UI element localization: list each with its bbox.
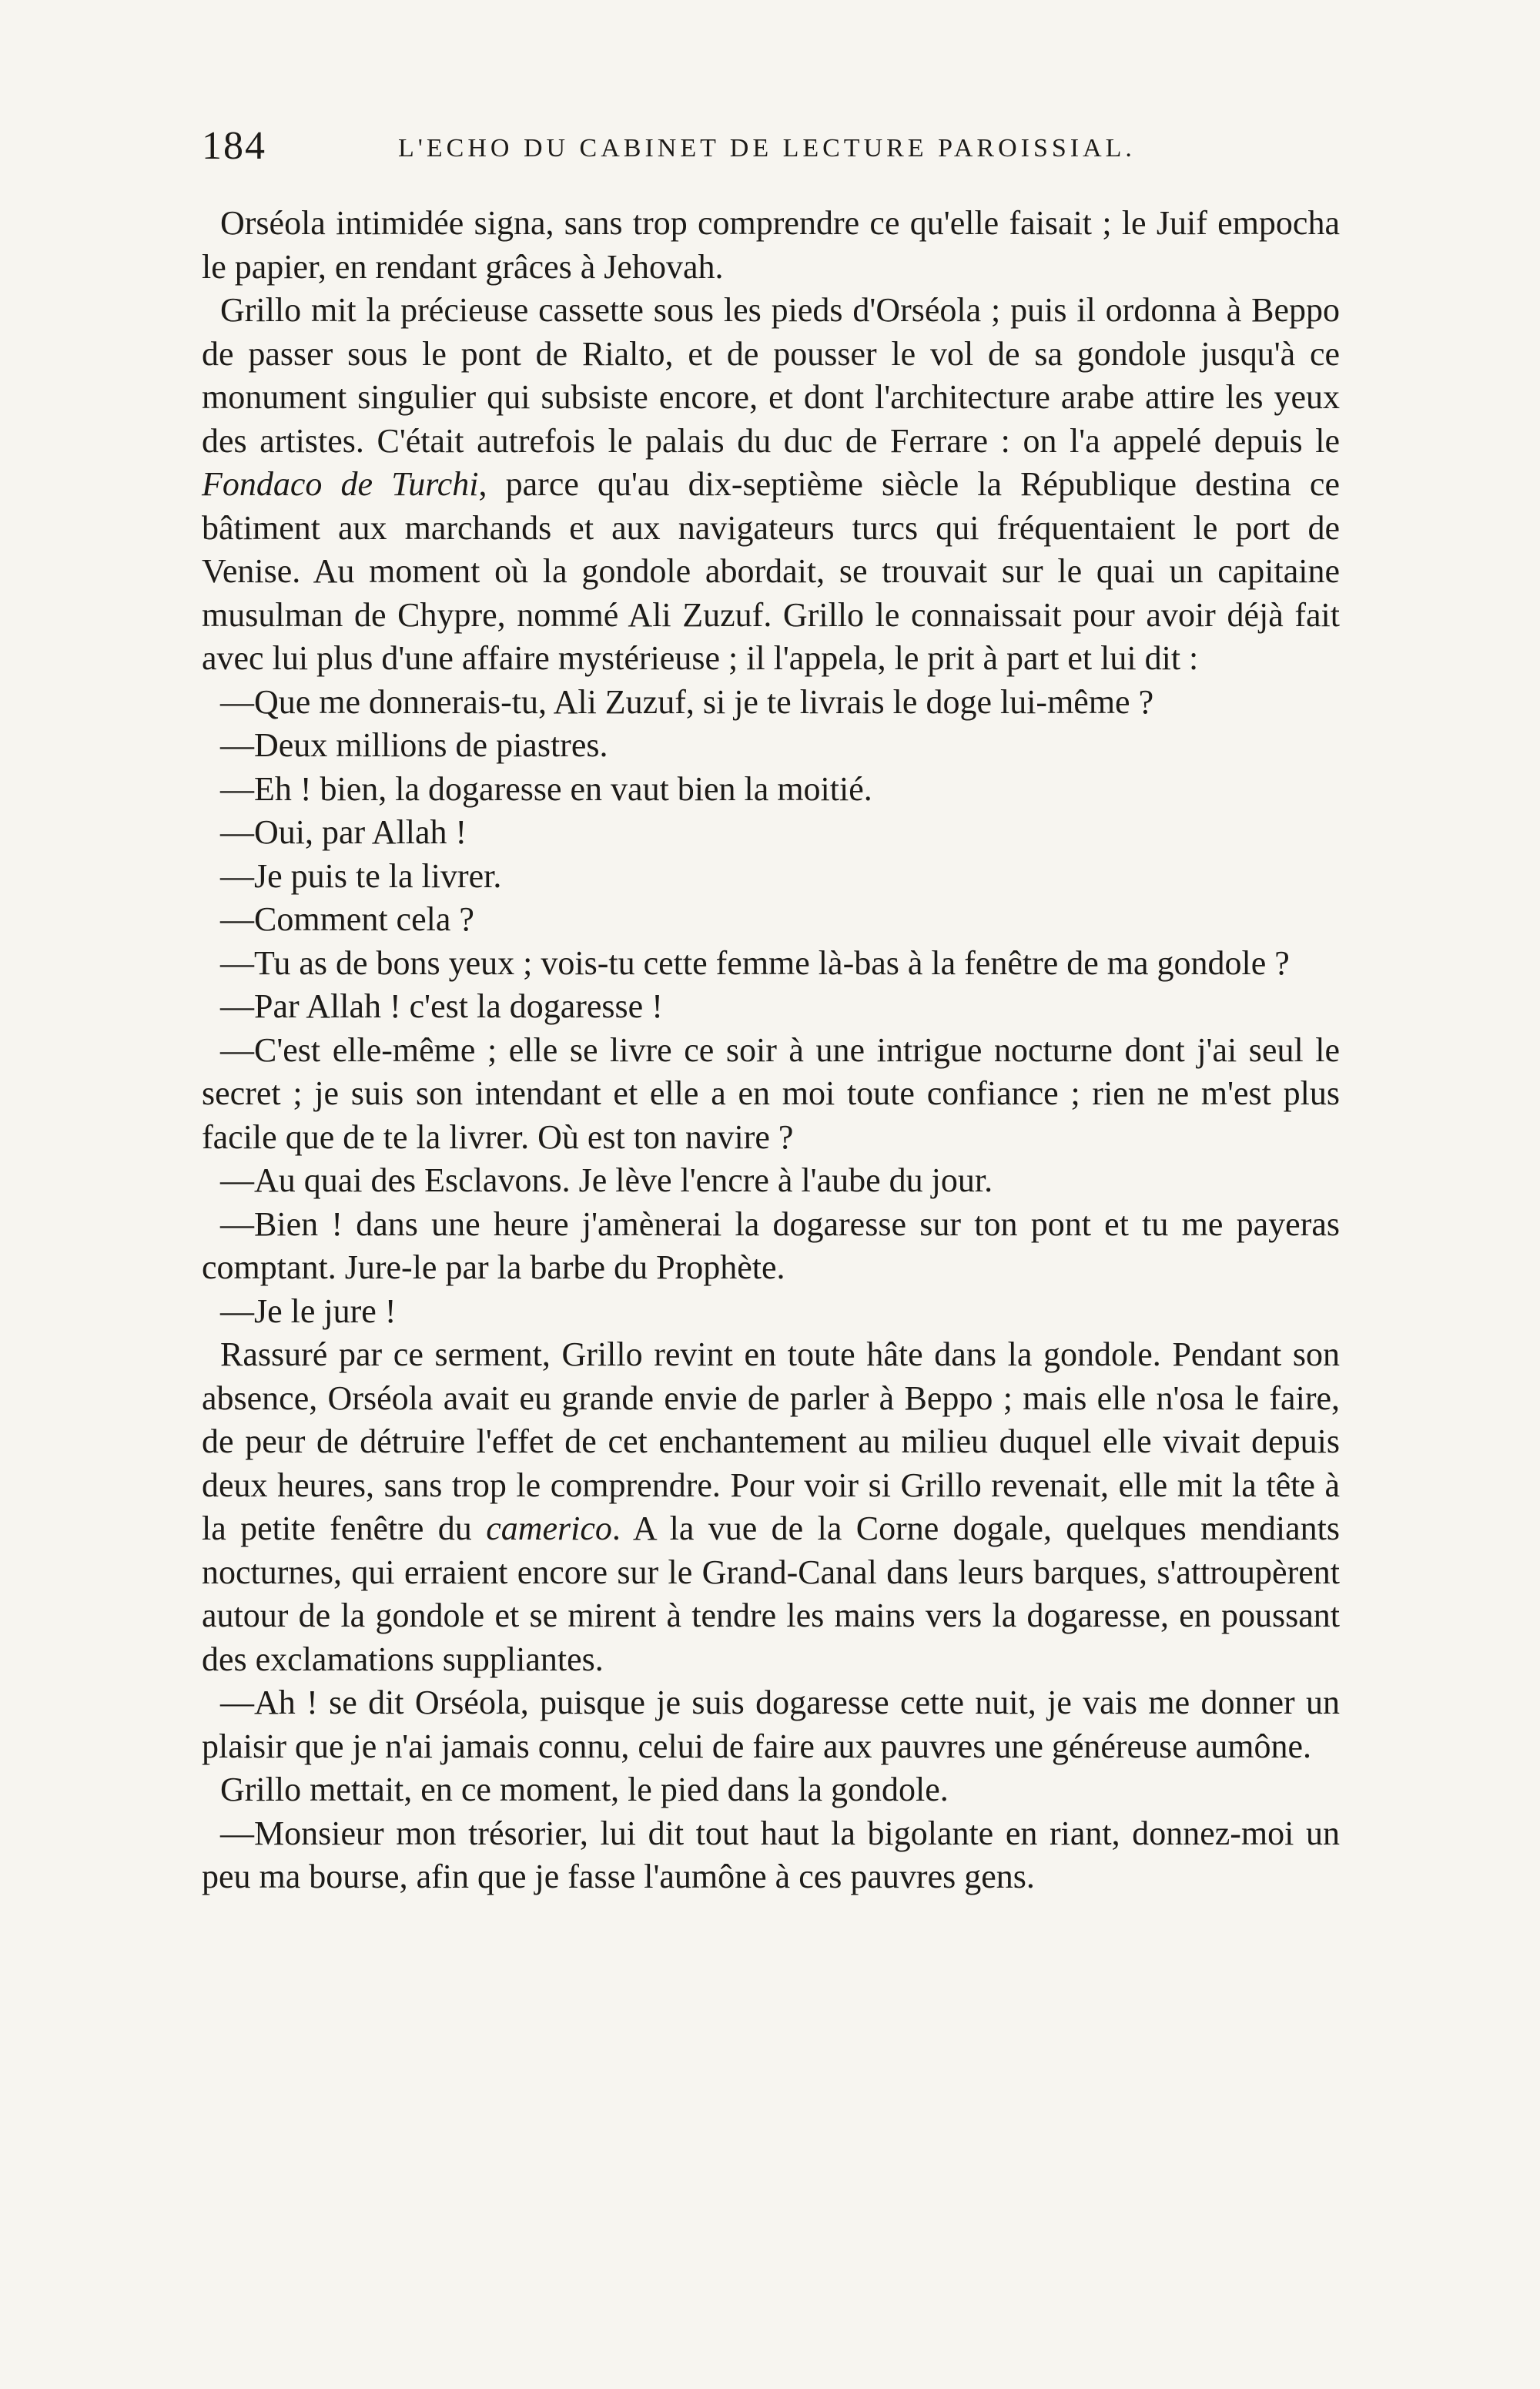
dialogue-line: —Monsieur mon trésorier, lui dit tout haut la bigolante en riant, donnez-moi un peu ma bourse, afin que je fasse l'aumône à ces pauvres gens. xyxy=(202,1814,1340,1895)
paragraph: Grillo mettait, en ce moment, le pied dans la gondole. xyxy=(220,1771,949,1808)
dialogue-line: —Au quai des Esclavons. Je lève l'encre à l'aube du jour. xyxy=(220,1161,993,1199)
dialogue-line: —Oui, par Allah ! xyxy=(220,813,467,851)
paragraph: Grillo mit la précieuse cassette sous les pieds d'Orséola ; puis il ordonna à Beppo de passer sous le pont de Rialto, et de pousser le vol de sa gondole jusqu'à ce monument singulier qui subsiste encore, et dont l'architecture arabe attire les yeux des artistes. C'était autrefois le palais du duc de Ferrare : on l'a appelé depuis le Fondaco de Turchi, parce qu'au dix-septième siècle la République destina ce bâtiment aux marchands et aux navigateurs turcs qui fréquentaient le port de Venise. Au moment où la gondole abordait, se trouvait sur le quai un capitaine musulman de Chypre, nommé Ali Zuzuf. Grillo le connaissait pour avoir déjà fait avec lui plus d'une affaire mystérieuse ; il l'appela, le prit à part et lui dit : xyxy=(202,291,1340,677)
paragraph: Rassuré par ce serment, Grillo revint en toute hâte dans la gondole. Pendant son absence, Orséola avait eu grande envie de parler à Beppo ; mais elle n'osa le faire, de peur de détruire l'effet de cet enchantement au milieu duquel elle vivait depuis deux heures, sans trop le comprendre. Pour voir si Grillo revenait, elle mit la tête à la petite fenêtre du camerico. A la vue de la Corne dogale, quelques mendiants nocturnes, qui erraient encore sur le Grand-Canal dans leurs barques, s'attroupèrent autour de la gondole et se mirent à tendre les mains vers la dogaresse, en poussant des exclamations suppliantes. xyxy=(202,1335,1341,1678)
italic-term: camerico xyxy=(486,1509,612,1547)
italic-term: Fondaco de Turchi xyxy=(202,465,479,503)
dialogue-line: —Deux millions de piastres. xyxy=(220,726,608,764)
dialogue-line: —Je puis te la livrer. xyxy=(220,856,502,895)
dialogue-line: —Par Allah ! c'est la dogaresse ! xyxy=(220,987,663,1025)
page-number: 184 xyxy=(202,124,266,168)
dialogue-line: —C'est elle-même ; elle se livre ce soir à une intrigue nocturne dont j'ai seul le secret ; je suis son intendant et elle a en moi toute confiance ; rien ne m'est plus facile que de te la livrer. Où est ton navire ? xyxy=(202,1030,1340,1156)
dialogue-line: —Ah ! se dit Orséola, puisque je suis dogaresse cette nuit, je vais me donner un plaisir que je n'ai jamais connu, celui de faire aux pauvres une généreuse aumône. xyxy=(202,1684,1340,1765)
paragraph: Orséola intimidée signa, sans trop comprendre ce qu'elle faisait ; le Juif empocha le papier, en rendant grâces à Jehovah. xyxy=(202,204,1340,286)
page-body xyxy=(202,202,1340,1899)
dialogue-line: —Bien ! dans une heure j'amènerai la dogaresse sur ton pont et tu me payeras comptant. Jure-le par la barbe du Prophète. xyxy=(202,1205,1340,1286)
running-title: L'ECHO DU CABINET DE LECTURE PAROISSIAL. xyxy=(398,134,1136,163)
dialogue-line: —Tu as de bons yeux ; vois-tu cette femme là-bas à la fenêtre de ma gondole ? xyxy=(220,943,1290,982)
dialogue-line: —Je le jure ! xyxy=(220,1292,397,1330)
dialogue-line: —Que me donnerais-tu, Ali Zuzuf, si je te livrais le doge lui-même ? xyxy=(220,682,1154,721)
dialogue-line: —Eh ! bien, la dogaresse en vaut bien la moitié. xyxy=(220,769,872,808)
dialogue-line: —Comment cela ? xyxy=(220,900,474,938)
